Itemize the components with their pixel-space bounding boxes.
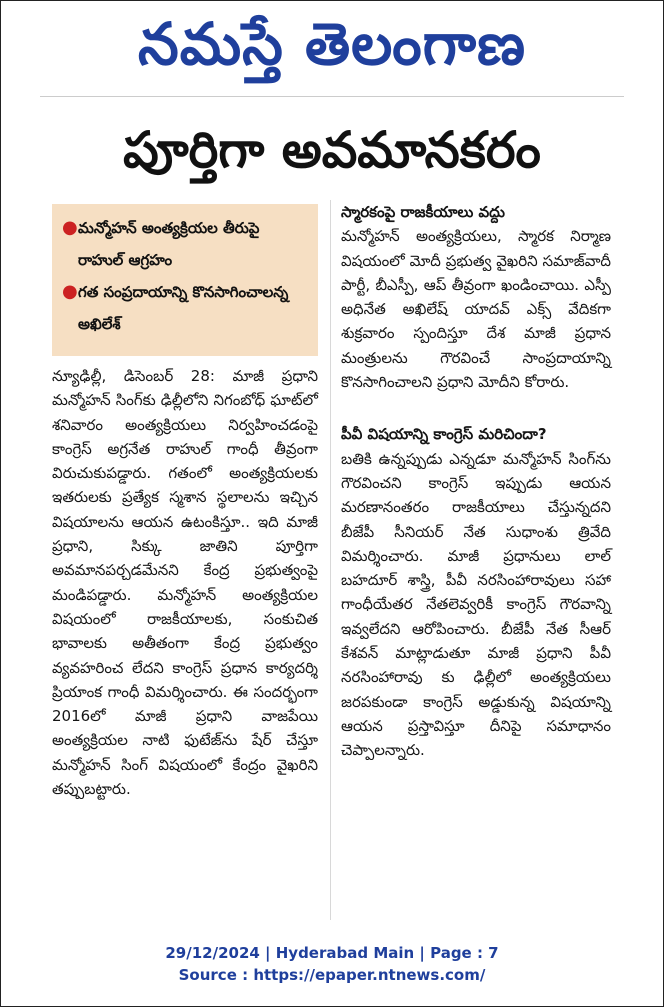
highlight-box	[52, 204, 318, 356]
section-body: బతికి ఉన్నప్పుడు ఎన్నడూ మన్మోహన్ సింగ్‌ను గౌరవించని కాంగ్రెస్ ఇప్పుడు ఆయన మరణానంతరం రాజకీయాలు చేస్తున్నదని బీజేపీ సీనియర్ నేత సుధాంశు త్రివేది విమర్శించారు. మాజీ ప్రధానులు లాల్ బహదూర్ శాస్త్రి, పీవీ నరసింహారావులు సహా గాంధీయేతర నేతలెవ్వరికీ కాంగ్రెస్ గౌరవాన్ని ఇవ్వలేదని ఆరోపించారు. బీజేపీ నేత సీఆర్ కేశవన్ మాట్లాడుతూ మాజీ ప్రధాని పీవీ నరసింహారావు కు ఢిల్లీలో అంత్యక్రియలు జరపకుండా కాంగ్రెస్ అడ్డుకున్న విషయాన్ని ఆయన ప్రస్తావిస్తూ దీనిపై సమాధానం చెప్పాలన్నారు.	[341, 449, 611, 760]
right-column	[341, 200, 611, 763]
bullet-dot-icon: ●	[62, 281, 78, 302]
section-gap	[341, 394, 611, 422]
footer-source-link[interactable]: Source : https://epaper.ntnews.com/	[178, 966, 486, 984]
highlight-text: మన్మోహన్ అంత్యక్రియల తీరుపై రాహుల్ ఆగ్రహం	[78, 219, 260, 269]
section-subhead: స్మారకంపై రాజకీయాలు వద్దు	[341, 203, 505, 221]
footer-date-edition: 29/12/2024 | Hyderabad Main | Page : 7	[165, 944, 499, 962]
bullet-dot-icon: ●	[62, 217, 78, 238]
section-body: మన్మోహన్ అంత్యక్రియలు, స్మారక నిర్మాణ విషయంలో మోదీ ప్రభుత్వ వైఖరిని సమాజ్‌వాదీ పార్టీ, బీఎస్పీ, ఆప్ తీవ్రంగా ఖండించాయి. ఎస్పీ అధినేత అఖిలేష్ యాదవ్ ఎక్స్ వేదికగా శుక్రవారం స్పందిస్తూ దేశ మాజీ ప్రధాన మంత్రులను గౌరవించే సాంప్రదాయాన్ని కొనసాగించాలని ప్రధాని మోదీని కోరారు.	[341, 227, 611, 392]
highlight-text: గత సంప్రదాయాన్ని కొనసాగించాలన్న అఖిలేశ్	[78, 283, 289, 333]
left-column	[52, 364, 318, 801]
newspaper-masthead: నమస్తే తెలంగాణ	[138, 10, 526, 78]
section-subhead: పీవీ విషయాన్ని కాంగ్రెస్ మరిచిందా?	[341, 425, 547, 444]
highlight-item	[62, 212, 308, 276]
article-headline: పూర్తిగా అవమానకరం	[123, 121, 541, 179]
column-divider	[330, 200, 331, 920]
masthead-divider	[40, 96, 624, 97]
left-column-body: న్యూఢిల్లీ, డిసెంబర్ 28: మాజీ ప్రధాని మన్మోహన్ సింగ్‌కు ఢిల్లీలోని నిగంబోధ్ ఘాట్‌లో శనివారం అంత్యక్రియలు నిర్వహించడంపై కాంగ్రెస్ అగ్రనేత రాహుల్ గాంధీ తీవ్రంగా విరుచుకుపడ్డారు. గతంలో అంత్యక్రియలకు ఇతరులకు ప్రత్యేక స్మశాన స్థలాలను ఇచ్చిన విషయాలను ఆయన ఉటంకిస్తూ.. ఇది మాజీ ప్రధాని, సిక్కు జాతిని పూర్తిగా అవమానపర్చడమేనని కేంద్ర ప్రభుత్వంపై మండిపడ్డారు. మన్మోహన్ అంత్యక్రియల విషయంలో రాజకీయాలకు, సంకుచిత భావాలకు అతీతంగా కేంద్ర ప్రభుత్వం వ్యవహరించ లేదని కాంగ్రెస్ ప్రధాన కార్యదర్శి ప్రియాంక గాంధీ విమర్శించారు. ఈ సందర్భంగా 2016లో మాజీ ప్రధాని వాజపేయి అంత్యక్రియల నాటి ఫుటేజ్‌ను షేర్ చేస్తూ మన్మోహన్ సింగ్ విషయంలో కేంద్రం వైఖరిని తప్పుబట్టారు.	[52, 367, 318, 799]
highlight-item	[62, 276, 308, 340]
